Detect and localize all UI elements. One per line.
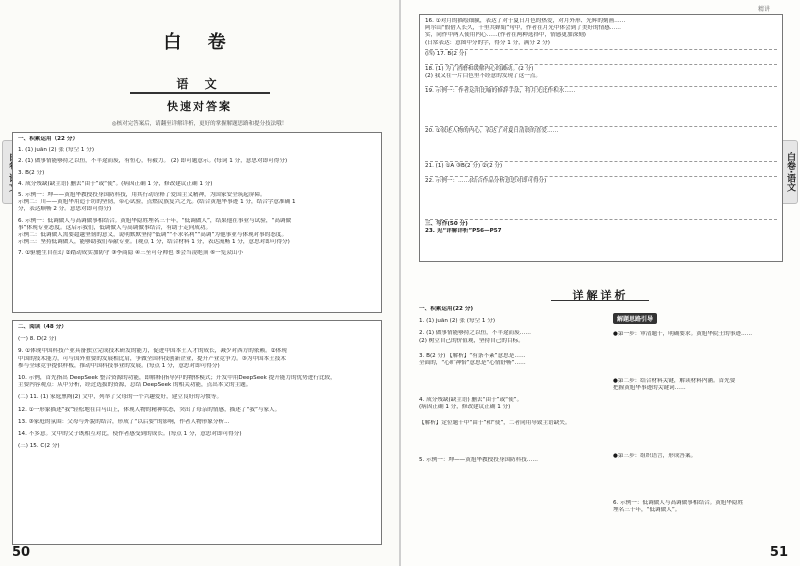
subject-title: 语 文 [176,77,223,91]
answer-line: 19. 示例一：作者运用比喻的修辞手法，将月光比作积水…… [425,86,777,95]
tutor-label-wrap [613,306,781,325]
detail-line: 3. B(2 分) 【解析】“有条不紊”意思是…… [419,352,526,359]
answer-line: 分，表达顺畅 2 分。意思对即可得分) [18,206,112,213]
answer-line: 10. 示例，首先指出 DeepSeek 整合资源的功能，即解释(指导)中的物体模式；开发中用DeepSeek 提升能力的优势进行比较， [18,375,336,382]
detail-line: (病因正确 1 分，修改建议正确 1 分) [419,404,511,411]
answer-line: 中国的技术能力，可与国外重要的发展相比肩，争做全国科技创新企业，提升产业竞争力。③为中国本土技术 [18,355,286,362]
answer-line: (一) 8. D(2 分) [18,336,57,343]
answer-line: 12. ①一形象描述“我”轻松地在白马山上，体现人物的精神状态，突出了母亲的情感，描述了“我”与家人。 [18,406,281,413]
answer-line: 21. (1) ①A ③B(2 分) ②(2 分) [425,161,777,170]
tutor-label: 解题思路引导 [613,313,657,324]
page-title: 白 卷 [163,32,236,53]
answer-line: 3. B(2 分) [18,169,45,176]
answer-line: 主要内容观点：从中分析，经过选拔的资源，总结 DeepSeek 的相关功能，点出本文的主题。 [18,382,252,389]
detail-left-column [419,306,609,464]
running-header: 精讲 [757,6,770,13]
answer-line: 9. ①体现中国科技产业具备独立完成技术研发的能力，促进中国本土人才的成长，减少对西方的依赖。②体现 [18,348,287,355]
answer-line: 示例三：坚持低调做人，能够助我们奉献专业。(观点 1 分，结合材料 1 分，表达流畅 1 分，意思对即可得分) [18,239,290,246]
answer-line: 22. 示例一：……(结合作品分析意思对即可得分) [425,176,777,185]
detail-line: 6. 示例一：低调做人与高调做事相结合。黄旭华隐姓 [613,499,744,506]
answer-line: 阿尔山“假借人长久，千里共婵娟”句中，作者在月光中体会到了美好的情感…… [425,25,621,32]
answer-line: 23. 见“详解详析”P56—P57 [425,228,502,235]
section-heading: 二、阅读（48 分） [18,324,67,330]
detail-line: 把握黄旭华事迹的关键词…… [613,385,686,392]
section-1-box [12,132,382,313]
answer-line: 参与全球竞争提供样板，推动中国科技事业的发展。(每点 1 分，意思对即可得分) [18,362,220,369]
answer-line: 18. (1) 为了消磨和缓解内心的躁动。(2 分) [425,64,777,73]
section-heading: 三、写作(50 分) [425,219,777,228]
answer-line: (二) 11. (1) 家庭熏陶(2) 文中，列举了父母的一个兴趣爱好，建立良好的习惯等。 [18,394,223,401]
answer-line: 14. 不多意。文中的父子既相互对比，使作者感受到的成长。(每点 1 分，意思对即可得分) [18,431,242,438]
left-page [0,0,399,566]
section-heading: 一、积累运用（22 分） [18,136,79,142]
answer-line: (2) 我又在一片白色里不经意的发现了这一点。 [425,73,541,80]
detail-line: 4. 成分残缺(缺主语) 删去“由于”或“使”。 [419,397,523,404]
section-heading: 一、积累运用(22 分) [419,306,474,312]
detail-line: 1. (1) juān (2) 张 (每空 1 分) [419,318,496,325]
detail-line: 5. 示例一：坤——黄旭华教授投身国防科技…… [419,456,538,463]
answer-line: (日常表达：意图中分的字，得分 1 分，满分 2 分) [425,39,550,46]
title-rule [130,92,270,94]
answer-line: 示例二：低调做人需要超越坚韧的意义，说明默默坚持“低调”“不求名利”“高调”为他事业与体现对事的态度。 [18,232,288,239]
answer-line: 13. ③家庭的氛围：父母与外貌的结合，形成了“以后要”的影响，作者人物形象分析... [18,418,230,425]
side-tab: 白卷·语文 [780,140,798,204]
answer-line: 4. 成分残缺(缺主语) 删去“由于”或“使”。(病因正确 1 分，修改建议正确 1 分) [18,180,213,187]
answer-line: 7. ①驱驰生自在幻 ②踏动成实加防守 ③李商隐 ④三至可夺帅也 ⑤会当凌绝顶 ⑥一览众山小 [18,250,244,257]
answer-line: 20. ①叙述人物的内心，表达了对夏日清晨的喜爱…… [425,126,777,135]
answer-line: 16. ①对月的描绘细腻，表达了对于夏日月色的热爱，对月外形、光辉的刻画…… [425,18,626,24]
page-number: 50 [12,545,31,560]
answer-line: 示例二：川——黄旭华用追于坊的坚韧，带心试验，点燃民族复兴之光。(结合黄旭华事迹 1 分，结合字意准确 1 [18,199,296,206]
detail-line: 【解析】定位题干中“由于”和“使”，二者同用导致主语缺失。 [419,419,571,426]
right-page [401,0,800,566]
page-number: 51 [769,545,788,560]
answer-line: (四) 17. B(2 分) [425,49,777,58]
answer-title: 快速对答案 [167,100,232,113]
answer-line: 实，同作中两人使用内心……(作者在两种选择中，情感更加深刻) [425,32,586,39]
answer-line: 5. 示例一：坤——黄旭华教授投身国防科技，用其行动诠释了爱国主义精神，为国家安全筑起屏障。 [18,192,266,199]
answer-line: 事”体现专业态度。这启示我们，低调做人与高调做事结合，有助于走向成功。 [18,224,212,231]
answer-line: 2. (1) 做事情能够持之以恒，不半途而废，有恒心，有毅力。 (2) 即可题意示。(每词 1 分，意思对即可得分) [18,158,288,165]
detail-line: 全面的，“心旷神怡”意思是“心情舒畅”…… [419,360,526,367]
detail-line: ●第二步：结合材料关键，解读材料内涵。首先要 [613,378,736,385]
detail-title-rule [551,300,649,301]
answer-line: 6. 示例一：低调做人与高调做事相结合。黄旭华隐姓埋名三十年，“低调做人”，结果他在事业与试验，“高调做 [18,217,292,224]
detail-line: 2. (1) 做事情能够持之以恒，不半途而废…… [419,330,531,337]
answer-line: (三) 15. C(2 分) [18,443,60,450]
answer-box [419,14,783,262]
detail-line: ●第一步：审清题干，明确要求。黄旭华院士的事迹…… [613,331,753,337]
detail-title: 详解详析 [572,289,629,302]
detail-line: ●第三步：组织语言，形成答案。 [613,452,697,459]
detail-line: (2) 树立自己的价值观，坚持自己的目标。 [419,337,524,344]
tip-text: ◎核对完答案后，请翻至详解详析，更好的掌握解题思路和提分技法哦！ [111,121,288,127]
section-2-box [12,320,382,545]
answer-line: 1. (1) juān (2) 张 (每空 1 分) [18,147,95,154]
detail-line: 埋名三十年，“低调做人”。 [613,507,681,514]
detail-right-column [613,306,781,514]
